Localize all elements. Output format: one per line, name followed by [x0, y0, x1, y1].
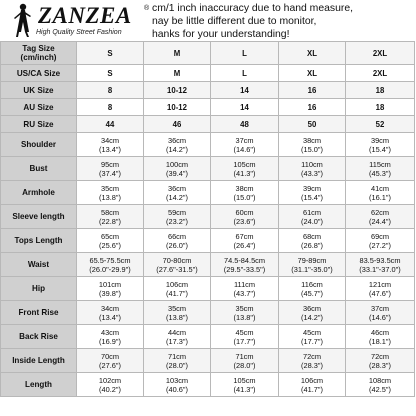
table-cell	[144, 277, 211, 301]
cell-value: 10-12	[167, 102, 187, 112]
cell-value-inch: (40.6")	[166, 384, 188, 394]
table-cell	[77, 373, 144, 397]
row-label	[1, 133, 77, 157]
row-label-text: Waist	[27, 260, 50, 269]
header	[0, 0, 416, 42]
cell-value-inch: (45.7")	[301, 288, 323, 298]
cell-value: 65.5-75.5cm	[89, 255, 131, 265]
table-cell	[346, 42, 415, 65]
cell-value-inch: (41.7")	[301, 384, 323, 394]
cell-value: 14	[240, 102, 249, 112]
table-cell	[211, 253, 279, 277]
table-row	[1, 373, 415, 397]
cell-value-inch: (17.3")	[166, 336, 188, 346]
table-cell	[211, 65, 279, 82]
table-cell	[279, 65, 346, 82]
cell-value-inch: (15.4")	[369, 144, 391, 154]
row-label	[1, 42, 77, 65]
table-cell	[77, 205, 144, 229]
cell-value: 106cm	[165, 279, 189, 289]
cell-value-inch: (41.7")	[166, 288, 188, 298]
table-cell	[144, 205, 211, 229]
cell-value-inch: (42.5")	[369, 384, 391, 394]
row-label	[1, 349, 77, 373]
table-cell	[144, 42, 211, 65]
table-cell	[77, 277, 144, 301]
cell-value: 69cm	[370, 231, 390, 241]
cell-value-inch: (43.3")	[301, 168, 323, 178]
table-row	[1, 42, 415, 65]
cell-value: 48	[240, 119, 249, 129]
cell-value: 72cm	[370, 351, 390, 361]
table-cell	[279, 157, 346, 181]
row-label-text: AU Size	[23, 102, 54, 112]
row-label	[1, 205, 77, 229]
table-cell	[346, 157, 415, 181]
cell-value: 16	[307, 85, 317, 95]
row-label-text: Sleeve length	[12, 212, 65, 221]
table-cell	[77, 229, 144, 253]
cell-value: 105cm	[233, 159, 256, 169]
cell-value: 45cm	[235, 327, 254, 337]
table-cell	[144, 133, 211, 157]
table-cell	[346, 301, 415, 325]
table-row	[1, 65, 415, 82]
table-row	[1, 277, 415, 301]
cell-value-inch: (26.4")	[233, 240, 256, 250]
table-cell	[346, 65, 415, 82]
cell-value: 74.5-84.5cm	[223, 255, 266, 265]
table-row	[1, 181, 415, 205]
table-cell	[211, 42, 279, 65]
cell-value-inch: (14.6")	[233, 144, 256, 154]
table-cell	[144, 116, 211, 133]
row-label	[1, 116, 77, 133]
cell-value: 18	[375, 102, 385, 112]
cell-value: 108cm	[368, 375, 392, 385]
row-label	[1, 373, 77, 397]
cell-value-inch: (47.6")	[369, 288, 391, 298]
cell-value: 100cm	[165, 159, 189, 169]
table-cell	[279, 99, 346, 116]
fashion-figure-icon	[6, 2, 38, 38]
row-label-text: RU Size	[23, 119, 54, 129]
row-label-text: Inside Length	[12, 356, 65, 365]
cell-value: 10-12	[167, 85, 187, 95]
cell-value: 67cm	[235, 231, 254, 241]
cell-value: L	[242, 68, 247, 78]
row-label-text: (cm/inch)	[20, 53, 57, 62]
row-label-text: Tops Length	[14, 236, 63, 245]
table-cell	[211, 325, 279, 349]
table-cell	[144, 349, 211, 373]
table-cell	[279, 116, 346, 133]
table-row	[1, 157, 415, 181]
table-row	[1, 325, 415, 349]
table-cell	[77, 65, 144, 82]
table-cell	[346, 349, 415, 373]
table-cell	[346, 325, 415, 349]
cell-value: 61cm	[302, 207, 322, 217]
table-cell	[279, 349, 346, 373]
row-label	[1, 229, 77, 253]
table-cell	[279, 301, 346, 325]
cell-value: 105cm	[233, 375, 256, 385]
table-cell	[144, 253, 211, 277]
cell-value-inch: (14.2")	[166, 192, 188, 202]
cell-value-inch: (14.2")	[301, 312, 323, 322]
table-cell	[346, 116, 415, 133]
cell-value: 2XL	[372, 68, 388, 78]
table-cell	[346, 99, 415, 116]
cell-value: 70-80cm	[162, 255, 192, 265]
cell-value-inch: (15.0")	[301, 144, 323, 154]
cell-value-inch: (28.0")	[166, 360, 188, 370]
cell-value: 115cm	[369, 159, 391, 169]
cell-value: 38cm	[302, 135, 322, 145]
table-row	[1, 133, 415, 157]
row-label-text: Length	[25, 380, 52, 389]
notice-line: cm/1 inch inaccuracy due to hand measure,	[152, 3, 353, 14]
cell-value-inch: (41.3")	[233, 168, 256, 178]
cell-value-inch: (33.1"-37.0")	[359, 264, 401, 274]
cell-value-inch: (41.3")	[233, 384, 256, 394]
cell-value-inch: (28.3")	[369, 360, 391, 370]
cell-value: 16	[307, 102, 317, 112]
table-cell	[346, 181, 415, 205]
cell-value: 62cm	[370, 207, 390, 217]
table-cell	[279, 82, 346, 99]
table-row	[1, 253, 415, 277]
table-cell	[346, 133, 415, 157]
table-cell	[279, 133, 346, 157]
cell-value: 37cm	[370, 303, 390, 313]
row-label	[1, 301, 77, 325]
cell-value: M	[173, 48, 181, 58]
table-row	[1, 301, 415, 325]
cell-value: 36cm	[302, 303, 322, 313]
table-cell	[279, 373, 346, 397]
table-row	[1, 99, 415, 116]
cell-value: 14	[240, 85, 249, 95]
cell-value: 34cm	[100, 135, 120, 145]
cell-value-inch: (13.8")	[233, 312, 256, 322]
brand-name: ZANZEA	[38, 3, 132, 28]
table-cell	[77, 325, 144, 349]
row-label	[1, 277, 77, 301]
cell-value: 116cm	[301, 279, 323, 289]
cell-value-inch: (13.8")	[99, 192, 121, 202]
table-cell	[77, 99, 144, 116]
table-cell	[144, 229, 211, 253]
cell-value: 35cm	[167, 303, 187, 313]
cell-value: 103cm	[165, 375, 189, 385]
table-cell	[77, 181, 144, 205]
cell-value-inch: (28.0")	[233, 360, 256, 370]
table-cell	[144, 65, 211, 82]
table-cell	[144, 181, 211, 205]
cell-value: 50	[307, 119, 317, 129]
cell-value: 2XL	[372, 48, 388, 58]
table-cell	[77, 133, 144, 157]
cell-value-inch: (13.4")	[99, 312, 121, 322]
table-cell	[346, 373, 415, 397]
table-cell	[211, 82, 279, 99]
table-cell	[279, 42, 346, 65]
row-label-text: UK Size	[23, 85, 54, 95]
cell-value: 68cm	[302, 231, 322, 241]
row-label	[1, 181, 77, 205]
table-cell	[211, 229, 279, 253]
brand-logo	[6, 2, 148, 38]
cell-value: L	[242, 48, 247, 58]
cell-value: 39cm	[370, 135, 390, 145]
cell-value: 46	[172, 119, 182, 129]
cell-value: 37cm	[235, 135, 254, 145]
cell-value: 46cm	[370, 327, 390, 337]
cell-value: 34cm	[100, 303, 120, 313]
cell-value-inch: (29.5"-33.5")	[223, 264, 266, 274]
row-label	[1, 157, 77, 181]
cell-value-inch: (15.0")	[233, 192, 256, 202]
table-row	[1, 116, 415, 133]
table-cell	[77, 116, 144, 133]
table-row	[1, 349, 415, 373]
row-label-text: Armhole	[22, 188, 55, 197]
cell-value: 79-89cm	[297, 255, 327, 265]
notice-line: nay be little different due to monitor,	[152, 16, 317, 27]
table-cell	[346, 229, 415, 253]
row-label	[1, 82, 77, 99]
row-label	[1, 325, 77, 349]
table-cell	[77, 349, 144, 373]
cell-value: 18	[375, 85, 385, 95]
table-cell	[346, 277, 415, 301]
cell-value-inch: (13.8")	[166, 312, 188, 322]
cell-value: 44	[105, 119, 115, 129]
cell-value: 70cm	[100, 351, 120, 361]
cell-value: 102cm	[98, 375, 122, 385]
cell-value-inch: (45.3")	[369, 168, 391, 178]
cell-value-inch: (13.4")	[99, 144, 121, 154]
cell-value-inch: (40.2")	[99, 384, 121, 394]
table-cell	[77, 253, 144, 277]
cell-value: 65cm	[100, 231, 120, 241]
table-row	[1, 229, 415, 253]
cell-value-inch: (25.6")	[99, 240, 121, 250]
cell-value-inch: (28.3")	[301, 360, 323, 370]
cell-value-inch: (39.8")	[99, 288, 121, 298]
table-cell	[144, 325, 211, 349]
cell-value: 41cm	[370, 183, 390, 193]
cell-value: 111cm	[233, 279, 256, 289]
cell-value-inch: (39.4")	[166, 168, 188, 178]
cell-value: M	[173, 68, 181, 78]
row-label-text: Bust	[29, 164, 48, 173]
cell-value-inch: (18.1")	[369, 336, 391, 346]
table-cell	[77, 157, 144, 181]
cell-value-inch: (22.8")	[99, 216, 121, 226]
cell-value: 59cm	[167, 207, 187, 217]
cell-value-inch: (14.6")	[369, 312, 391, 322]
cell-value-inch: (15.4")	[301, 192, 323, 202]
cell-value-inch: (27.6"-31.5")	[156, 264, 198, 274]
table-cell	[144, 82, 211, 99]
row-label	[1, 65, 77, 82]
cell-value: 8	[107, 102, 113, 112]
row-label-text: Back Rise	[19, 332, 58, 341]
table-cell	[144, 373, 211, 397]
cell-value: 36cm	[167, 135, 187, 145]
table-cell	[77, 301, 144, 325]
cell-value: 43cm	[100, 327, 120, 337]
cell-value: XL	[307, 68, 317, 78]
measurement-notice	[152, 2, 414, 41]
cell-value-inch: (26.8")	[301, 240, 323, 250]
table-cell	[211, 373, 279, 397]
row-label	[1, 99, 77, 116]
table-cell	[279, 205, 346, 229]
table-cell	[77, 82, 144, 99]
cell-value: 60cm	[235, 207, 254, 217]
table-cell	[211, 205, 279, 229]
cell-value-inch: (23.2")	[166, 216, 188, 226]
notice-line: hanks for your understanding!	[152, 29, 290, 40]
table-cell	[211, 133, 279, 157]
table-cell	[77, 42, 144, 65]
cell-value: 110cm	[301, 159, 323, 169]
cell-value: S	[107, 68, 113, 78]
cell-value-inch: (23.6")	[233, 216, 256, 226]
cell-value: 39cm	[302, 183, 322, 193]
table-cell	[279, 181, 346, 205]
cell-value-inch: (17.7")	[301, 336, 323, 346]
cell-value: 35cm	[235, 303, 254, 313]
table-cell	[211, 277, 279, 301]
cell-value-inch: (31.1"-35.0")	[291, 264, 333, 274]
cell-value: S	[107, 48, 113, 58]
cell-value: 45cm	[302, 327, 322, 337]
table-cell	[144, 301, 211, 325]
table-row	[1, 205, 415, 229]
cell-value-inch: (27.6")	[99, 360, 121, 370]
cell-value: 58cm	[100, 207, 120, 217]
table-cell	[346, 82, 415, 99]
table-cell	[279, 277, 346, 301]
brand-tagline: High Quality Street Fashion	[36, 29, 122, 36]
table-cell	[144, 157, 211, 181]
table-cell	[211, 301, 279, 325]
table-cell	[211, 349, 279, 373]
table-cell	[279, 229, 346, 253]
cell-value: 106cm	[300, 375, 324, 385]
cell-value: 71cm	[235, 351, 254, 361]
cell-value: 8	[107, 85, 113, 95]
table-cell	[211, 181, 279, 205]
cell-value-inch: (37.4")	[99, 168, 121, 178]
cell-value-inch: (27.2")	[369, 240, 391, 250]
cell-value: 71cm	[167, 351, 187, 361]
cell-value: 95cm	[100, 159, 120, 169]
table-cell	[211, 99, 279, 116]
cell-value: 72cm	[302, 351, 322, 361]
row-label-text: Shoulder	[20, 140, 57, 149]
cell-value-inch: (16.9")	[99, 336, 121, 346]
table-cell	[346, 253, 415, 277]
cell-value: 36cm	[167, 183, 187, 193]
table-cell	[144, 99, 211, 116]
cell-value: 52	[375, 119, 385, 129]
cell-value: XL	[307, 48, 317, 58]
size-chart-table	[0, 41, 415, 397]
cell-value-inch: (16.1")	[369, 192, 391, 202]
cell-value-inch: (24.4")	[369, 216, 391, 226]
table-cell	[346, 205, 415, 229]
row-label-text: Tag Size	[22, 44, 55, 53]
cell-value-inch: (26.0")	[166, 240, 188, 250]
cell-value-inch: (14.2")	[166, 144, 188, 154]
cell-value-inch: (24.0")	[301, 216, 323, 226]
row-label	[1, 253, 77, 277]
row-label-text: Front Rise	[18, 308, 59, 317]
cell-value: 38cm	[235, 183, 254, 193]
row-label-text: Hip	[31, 284, 46, 293]
cell-value: 101cm	[98, 279, 122, 289]
table-cell	[279, 325, 346, 349]
cell-value: 121cm	[368, 279, 392, 289]
cell-value-inch: (43.7")	[233, 288, 256, 298]
table-row	[1, 82, 415, 99]
table-cell	[211, 157, 279, 181]
cell-value-inch: (17.7")	[233, 336, 256, 346]
cell-value-inch: (26.0"-29.9")	[89, 264, 131, 274]
cell-value: 83.5-93.5cm	[359, 255, 401, 265]
registered-mark: ®	[144, 5, 150, 12]
cell-value: 44cm	[167, 327, 187, 337]
row-label-text: US/CA Size	[16, 68, 61, 78]
cell-value: 66cm	[167, 231, 187, 241]
table-cell	[279, 253, 346, 277]
table-cell	[211, 116, 279, 133]
cell-value: 35cm	[100, 183, 120, 193]
